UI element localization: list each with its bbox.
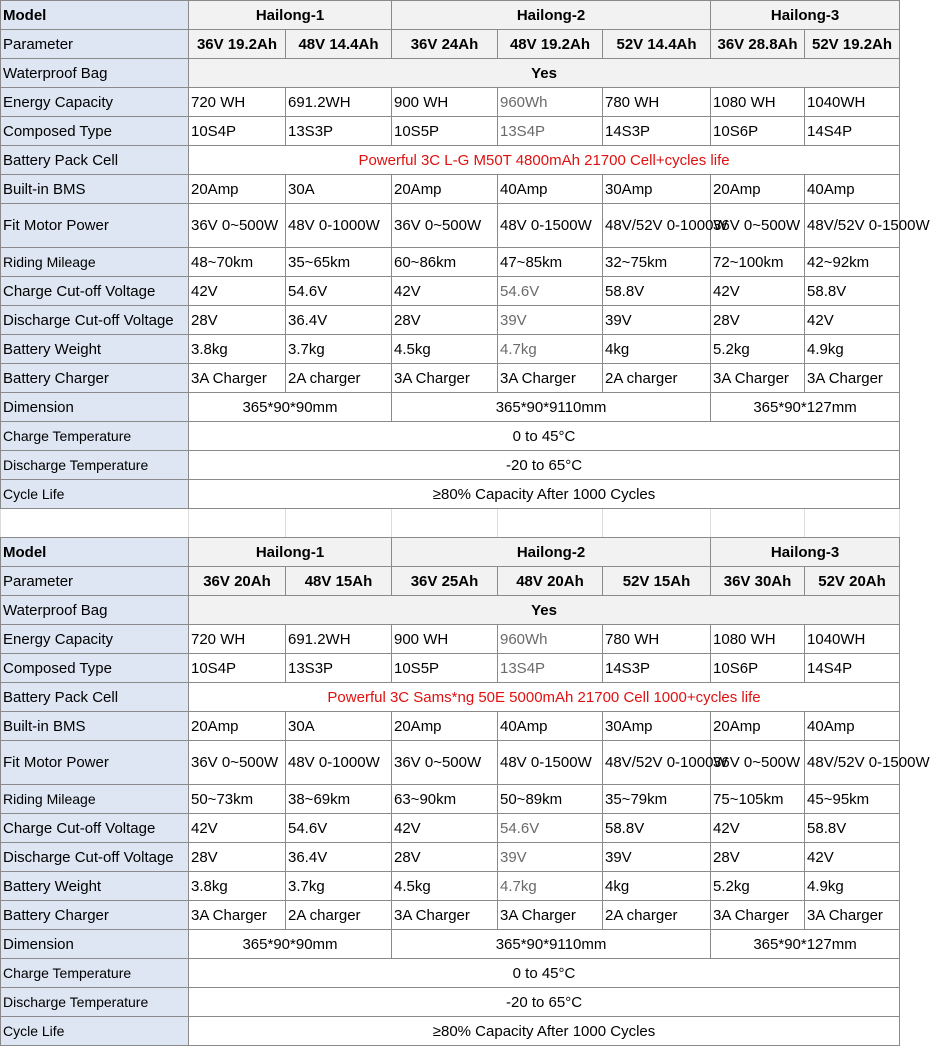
dimension-row [1,393,900,422]
motor-cell: 36V 0~500W [711,741,805,785]
cell-row [1,683,900,712]
energy-cell: 691.2WH [286,88,392,117]
mileage-cell: 32~75km [603,248,711,277]
discharge-cutoff-cell: 39V [498,306,603,335]
discharge-cutoff-cell: 36.4V [286,306,392,335]
waterproof-value: Yes [189,596,900,625]
energy-label: Energy Capacity [1,625,189,654]
discharge-cutoff-cell: 39V [603,843,711,872]
charge-temp-row [1,959,900,988]
composed-cell: 10S4P [189,117,286,146]
charge-cutoff-cell: 42V [189,277,286,306]
charge-cutoff-cell: 54.6V [498,277,603,306]
composed-row [1,117,900,146]
waterproof-row [1,596,900,625]
version-header: 36V 19.2Ah [189,30,286,59]
mileage-label: Riding Mileage [1,248,189,277]
bms-cell: 30Amp [603,175,711,204]
energy-cell: 900 WH [392,88,498,117]
bms-cell: 20Amp [189,712,286,741]
composed-cell: 10S5P [392,117,498,146]
motor-cell: 36V 0~500W [711,204,805,248]
weight-row [1,335,900,364]
cycle-value: ≥80% Capacity After 1000 Cycles [189,1017,900,1046]
cell-label: Battery Pack Cell [1,683,189,712]
dimension-label: Dimension [1,393,189,422]
spacer-cell [711,509,805,538]
motor-cell: 36V 0~500W [392,204,498,248]
composed-cell: 14S3P [603,117,711,146]
dimension-cell: 365*90*90mm [189,930,392,959]
mileage-cell: 35~79km [603,785,711,814]
dimension-cell: 365*90*127mm [711,930,900,959]
motor-cell: 48V/52V 0-1000W [603,204,711,248]
energy-cell: 960Wh [498,88,603,117]
group-header: Hailong-3 [711,538,900,567]
weight-cell: 4.5kg [392,872,498,901]
charge-cutoff-cell: 54.6V [498,814,603,843]
weight-cell: 4.9kg [805,872,900,901]
weight-cell: 5.2kg [711,872,805,901]
discharge-cutoff-row [1,306,900,335]
motor-label: Fit Motor Power [1,741,189,785]
discharge-cutoff-cell: 36.4V [286,843,392,872]
dimension-cell: 365*90*9110mm [392,393,711,422]
bms-cell: 30A [286,175,392,204]
parameter-label: Parameter [1,30,189,59]
weight-cell: 3.7kg [286,872,392,901]
weight-cell: 4.9kg [805,335,900,364]
motor-label: Fit Motor Power [1,204,189,248]
spacer-cell [286,509,392,538]
version-header: 48V 14.4Ah [286,30,392,59]
discharge-temp-value: -20 to 65°C [189,451,900,480]
discharge-cutoff-cell: 39V [603,306,711,335]
composed-cell: 14S4P [805,654,900,683]
energy-cell: 1080 WH [711,625,805,654]
version-header: 52V 19.2Ah [805,30,900,59]
dimension-cell: 365*90*9110mm [392,930,711,959]
mileage-cell: 38~69km [286,785,392,814]
motor-cell: 36V 0~500W [189,204,286,248]
charger-cell: 3A Charger [711,901,805,930]
charger-cell: 3A Charger [498,901,603,930]
charge-cutoff-cell: 58.8V [603,814,711,843]
group-header: Hailong-2 [392,538,711,567]
weight-cell: 3.8kg [189,335,286,364]
charger-cell: 2A charger [603,901,711,930]
cell-label: Battery Pack Cell [1,146,189,175]
energy-cell: 1040WH [805,625,900,654]
charge-cutoff-cell: 42V [189,814,286,843]
waterproof-row [1,59,900,88]
version-header: 52V 20Ah [805,567,900,596]
bms-cell: 30A [286,712,392,741]
charger-cell: 2A charger [603,364,711,393]
mileage-row [1,248,900,277]
composed-row [1,654,900,683]
motor-cell: 48V/52V 0-1000W [603,741,711,785]
waterproof-value: Yes [189,59,900,88]
discharge-cutoff-cell: 42V [805,306,900,335]
version-header: 36V 20Ah [189,567,286,596]
spacer-cell [805,509,900,538]
bms-row [1,712,900,741]
composed-cell: 14S3P [603,654,711,683]
bms-cell: 40Amp [498,175,603,204]
bms-cell: 40Amp [498,712,603,741]
waterproof-label: Waterproof Bag [1,59,189,88]
motor-cell: 48V 0-1500W [498,741,603,785]
bms-cell: 20Amp [711,175,805,204]
composed-cell: 13S3P [286,117,392,146]
dimension-row [1,930,900,959]
charge-temp-value: 0 to 45°C [189,959,900,988]
discharge-cutoff-cell: 28V [392,843,498,872]
composed-cell: 13S3P [286,654,392,683]
charger-cell: 3A Charger [189,364,286,393]
weight-cell: 4kg [603,335,711,364]
discharge-cutoff-label: Discharge Cut-off Voltage [1,306,189,335]
cell-row [1,146,900,175]
bms-label: Built-in BMS [1,175,189,204]
parameter-row [1,567,900,596]
mileage-label: Riding Mileage [1,785,189,814]
weight-cell: 3.8kg [189,872,286,901]
charge-cutoff-row [1,277,900,306]
charge-cutoff-cell: 54.6V [286,814,392,843]
energy-cell: 720 WH [189,625,286,654]
energy-label: Energy Capacity [1,88,189,117]
mileage-cell: 45~95km [805,785,900,814]
bms-cell: 20Amp [392,175,498,204]
cycle-row [1,1017,900,1046]
composed-cell: 13S4P [498,117,603,146]
energy-row [1,88,900,117]
charge-cutoff-cell: 42V [392,277,498,306]
motor-row [1,741,900,785]
energy-cell: 780 WH [603,88,711,117]
motor-row [1,204,900,248]
version-header: 52V 15Ah [603,567,711,596]
charge-cutoff-cell: 54.6V [286,277,392,306]
charge-temp-label: Charge Temperature [1,422,189,451]
charge-cutoff-cell: 58.8V [805,277,900,306]
weight-label: Battery Weight [1,335,189,364]
version-header: 36V 30Ah [711,567,805,596]
discharge-cutoff-cell: 28V [189,843,286,872]
composed-label: Composed Type [1,654,189,683]
group-header: Hailong-2 [392,1,711,30]
energy-cell: 1080 WH [711,88,805,117]
discharge-temp-row [1,451,900,480]
mileage-cell: 35~65km [286,248,392,277]
cycle-value: ≥80% Capacity After 1000 Cycles [189,480,900,509]
motor-cell: 48V 0-1000W [286,741,392,785]
energy-cell: 691.2WH [286,625,392,654]
bms-cell: 20Amp [711,712,805,741]
charge-cutoff-cell: 42V [392,814,498,843]
charger-cell: 2A charger [286,364,392,393]
bms-cell: 20Amp [189,175,286,204]
version-header: 52V 14.4Ah [603,30,711,59]
mileage-row [1,785,900,814]
discharge-temp-label: Discharge Temperature [1,988,189,1017]
bms-row [1,175,900,204]
mileage-cell: 75~105km [711,785,805,814]
charge-cutoff-cell: 42V [711,814,805,843]
motor-cell: 48V/52V 0-1500W [805,204,900,248]
model-label: Model [1,538,189,567]
charger-cell: 3A Charger [805,364,900,393]
weight-cell: 4.5kg [392,335,498,364]
energy-cell: 720 WH [189,88,286,117]
version-header: 36V 25Ah [392,567,498,596]
bms-cell: 40Amp [805,175,900,204]
energy-cell: 900 WH [392,625,498,654]
mileage-cell: 47~85km [498,248,603,277]
cycle-label: Cycle Life [1,480,189,509]
composed-cell: 10S6P [711,117,805,146]
version-header: 48V 15Ah [286,567,392,596]
group-header: Hailong-3 [711,1,900,30]
charger-cell: 3A Charger [392,901,498,930]
motor-cell: 48V 0-1000W [286,204,392,248]
parameter-row [1,30,900,59]
weight-cell: 5.2kg [711,335,805,364]
discharge-cutoff-cell: 28V [189,306,286,335]
weight-cell: 4.7kg [498,335,603,364]
discharge-temp-label: Discharge Temperature [1,451,189,480]
version-header: 48V 20Ah [498,567,603,596]
charger-label: Battery Charger [1,901,189,930]
charge-temp-label: Charge Temperature [1,959,189,988]
cell-value: Powerful 3C Sams*ng 50E 5000mAh 21700 Cell 1000+cycles life [189,683,900,712]
composed-cell: 10S5P [392,654,498,683]
discharge-cutoff-cell: 39V [498,843,603,872]
discharge-cutoff-cell: 28V [392,306,498,335]
energy-cell: 780 WH [603,625,711,654]
model-row [1,1,900,30]
bms-cell: 20Amp [392,712,498,741]
composed-cell: 14S4P [805,117,900,146]
spacer-cell [603,509,711,538]
motor-cell: 48V 0-1500W [498,204,603,248]
charger-cell: 3A Charger [498,364,603,393]
composed-label: Composed Type [1,117,189,146]
charge-temp-value: 0 to 45°C [189,422,900,451]
discharge-cutoff-cell: 28V [711,843,805,872]
charge-cutoff-label: Charge Cut-off Voltage [1,814,189,843]
composed-cell: 10S4P [189,654,286,683]
cycle-label: Cycle Life [1,1017,189,1046]
model-label: Model [1,1,189,30]
group-header: Hailong-1 [189,1,392,30]
charger-cell: 3A Charger [805,901,900,930]
charger-row [1,364,900,393]
dimension-cell: 365*90*127mm [711,393,900,422]
mileage-cell: 48~70km [189,248,286,277]
cycle-row [1,480,900,509]
waterproof-label: Waterproof Bag [1,596,189,625]
charger-cell: 2A charger [286,901,392,930]
spacer-cell [189,509,286,538]
mileage-cell: 50~89km [498,785,603,814]
energy-row [1,625,900,654]
discharge-cutoff-label: Discharge Cut-off Voltage [1,843,189,872]
mileage-cell: 60~86km [392,248,498,277]
version-header: 48V 19.2Ah [498,30,603,59]
discharge-cutoff-row [1,843,900,872]
mileage-cell: 72~100km [711,248,805,277]
charger-cell: 3A Charger [392,364,498,393]
dimension-cell: 365*90*90mm [189,393,392,422]
mileage-cell: 50~73km [189,785,286,814]
discharge-cutoff-cell: 28V [711,306,805,335]
spacer-row [1,509,900,538]
weight-label: Battery Weight [1,872,189,901]
discharge-temp-row [1,988,900,1017]
weight-cell: 3.7kg [286,335,392,364]
weight-cell: 4.7kg [498,872,603,901]
motor-cell: 36V 0~500W [392,741,498,785]
charger-row [1,901,900,930]
charger-cell: 3A Charger [189,901,286,930]
charge-cutoff-cell: 42V [711,277,805,306]
version-header: 36V 28.8Ah [711,30,805,59]
energy-cell: 960Wh [498,625,603,654]
spacer-cell [1,509,189,538]
weight-cell: 4kg [603,872,711,901]
charge-cutoff-row [1,814,900,843]
dimension-label: Dimension [1,930,189,959]
composed-cell: 10S6P [711,654,805,683]
weight-row [1,872,900,901]
charger-cell: 3A Charger [711,364,805,393]
mileage-cell: 63~90km [392,785,498,814]
cell-value: Powerful 3C L-G M50T 4800mAh 21700 Cell+cycles life [189,146,900,175]
spacer-cell [498,509,603,538]
motor-cell: 48V/52V 0-1500W [805,741,900,785]
charger-label: Battery Charger [1,364,189,393]
spacer-cell [392,509,498,538]
discharge-cutoff-cell: 42V [805,843,900,872]
bms-cell: 30Amp [603,712,711,741]
group-header: Hailong-1 [189,538,392,567]
version-header: 36V 24Ah [392,30,498,59]
charge-cutoff-cell: 58.8V [603,277,711,306]
composed-cell: 13S4P [498,654,603,683]
charge-temp-row [1,422,900,451]
model-row [1,538,900,567]
motor-cell: 36V 0~500W [189,741,286,785]
energy-cell: 1040WH [805,88,900,117]
charge-cutoff-cell: 58.8V [805,814,900,843]
discharge-temp-value: -20 to 65°C [189,988,900,1017]
bms-cell: 40Amp [805,712,900,741]
bms-label: Built-in BMS [1,712,189,741]
mileage-cell: 42~92km [805,248,900,277]
charge-cutoff-label: Charge Cut-off Voltage [1,277,189,306]
parameter-label: Parameter [1,567,189,596]
